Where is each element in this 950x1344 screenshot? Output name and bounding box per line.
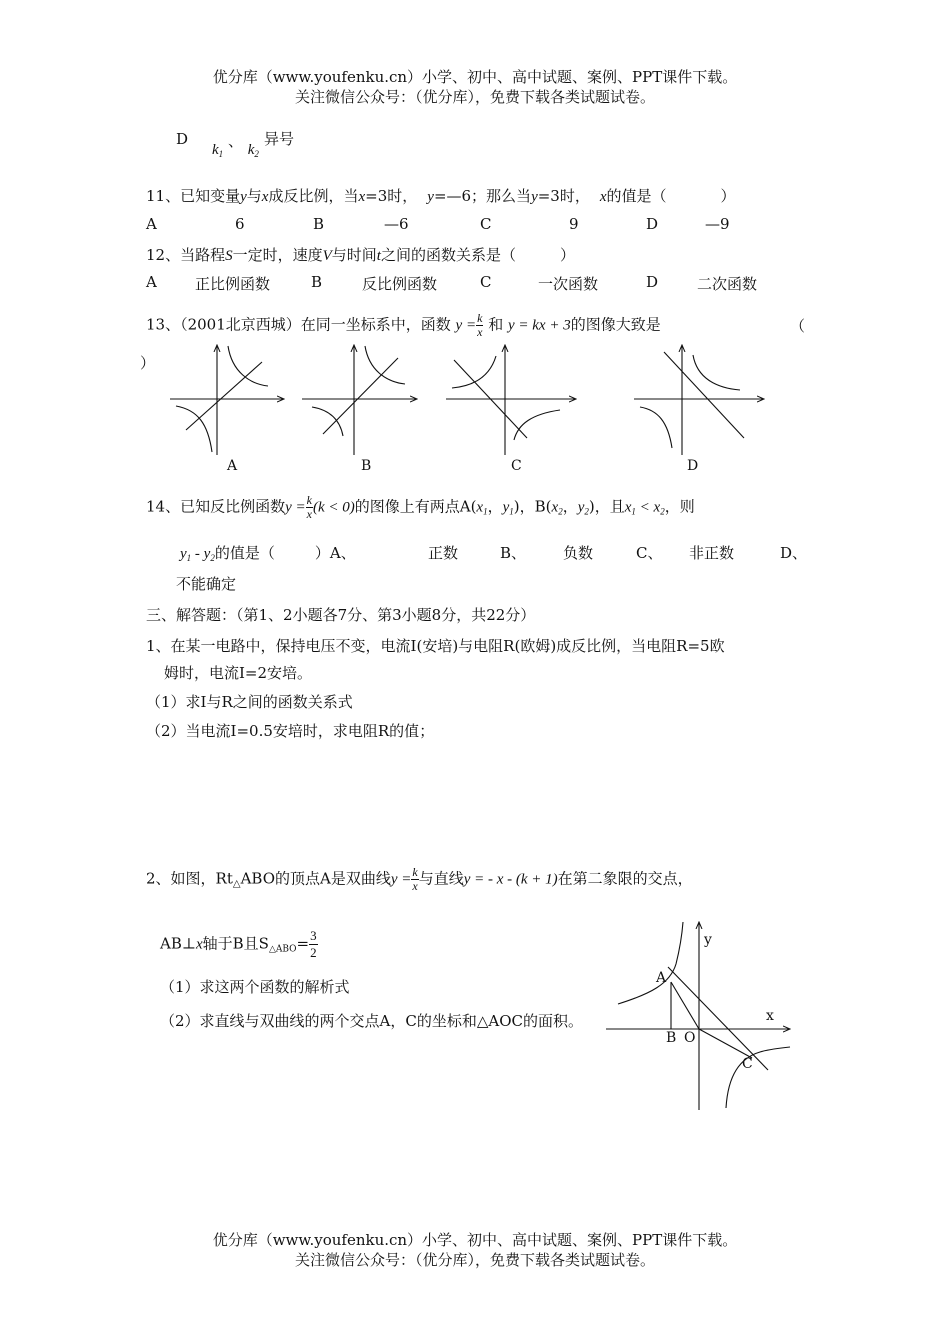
q14-f-lhs: y = [285,499,306,516]
p2-part2: （2）求直线与双曲线的两个交点A，C的坐标和△AOC的面积。 [160,1012,583,1030]
q10-k1-sub: 1 [218,149,224,159]
p2-fig-segment-oc [699,1029,752,1058]
p2-area-num: 3 [310,928,317,943]
q14-cmp-x1: x [624,499,632,516]
q11-stem-g: 的值是（ [606,187,667,205]
q12-opt-c-text: 一次函数 [538,275,599,293]
q14-opt-b-letter: B、 [500,544,527,562]
q14-cmp-x2: x [653,499,661,516]
p2-line2-x: x [195,936,203,953]
q14-last-line: 不能确定 [176,575,237,593]
p1-part1: （1）求I与R之间的函数关系式 [146,693,353,711]
q14-y2: y [577,499,585,516]
p1-line2: 姆时，电流I=2安培。 [164,664,313,682]
q13-graph-a-label: A [227,458,238,474]
q11-opt-d-letter: D [646,215,659,233]
q13-stem-b: 和 [488,315,504,334]
q14-stem-e: ，则 [664,497,695,516]
q14-diff-y1-sub: 1 [186,553,192,563]
q12-opt-d-letter: D [646,273,659,291]
q14-y1: y [502,499,510,516]
q11-stem-f: =3时， [537,187,590,205]
q12-opt-b-letter: B [311,273,323,291]
p2-stem-b: ABO的顶点A是双曲线 [240,869,391,888]
q13-f1-den: x [477,325,483,339]
q14-cmp-x2-sub: 2 [660,506,665,517]
p2-fig-line [668,967,768,1070]
footer-line-1: 优分库（www.youfenku.cn）小学、初中、高中试题、案例、PPT课件下载。 [212,1231,738,1249]
q11-var-y2: y [427,189,434,205]
p2-fig-label-c: C [742,1056,753,1072]
q11-opt-a-text: 6 [235,215,245,233]
p2-fig-label-a: A [656,970,667,986]
q14-stem-g: ） [314,544,330,562]
q11-opt-b-text: —6 [384,215,409,233]
q12-var-v: V [322,248,332,264]
q13-stem-a: 13、（2001北京西城）在同一坐标系中，函数 [146,315,451,334]
q14-diff-minus: - [191,546,204,562]
q14-f-den: x [306,507,312,521]
q13-f2: y = kx + 3 [507,317,571,334]
q11-stem-a: 11、已知变量 [146,187,241,205]
p2-f1-den: x [412,879,418,893]
p2-f2: y = - x - (k + 1) [463,871,558,888]
q11-opt-d-text: —9 [705,215,730,233]
q12-opt-b-text: 反比例函数 [362,275,438,293]
p2-fig-label-b: B [666,1030,677,1046]
q11-stem-h: ） [720,187,736,205]
p2-fig-label-y: y [704,932,712,948]
p2-area-den: 2 [310,945,317,960]
q12-var-s: S [225,248,233,264]
q14-x2-sub: 2 [558,506,563,517]
q11-stem-b: 与 [246,187,262,205]
p2-line2-eq: = [296,934,310,953]
q12-stem-b: 一定时，速度 [232,246,323,264]
q11-opt-b-letter: B [313,215,325,233]
q13-graph-c-label: C [511,458,522,474]
q10-k1: k [212,142,219,158]
q14-stem-c: )，B( [513,497,552,516]
p2-fig-label-o: O [684,1030,696,1046]
p2-stem-c: 与直线 [418,869,464,888]
q11-opt-c-text: 9 [569,215,579,233]
q14-diff-y2: y [203,546,211,562]
q14-comma1: ， [487,497,503,516]
q14-y1-sub: 1 [509,506,514,517]
q14-opt-b-text: 负数 [563,544,594,562]
q12-opt-a-letter: A [146,273,157,291]
p2-area-sub: △ABO [268,944,297,955]
q14-stem-a: 14、已知反比例函数 [146,497,286,516]
q11-stem-c: 成反比例，当 [268,187,359,205]
q13-f1-num: k [477,311,483,325]
p2-f1-num: k [412,865,418,879]
p2-stem-d: 在第二象限的交点， [557,869,693,888]
p2-fig-label-x: x [766,1008,774,1024]
q12-opt-d-text: 二次函数 [697,275,758,293]
p2-fig-hyperbola-q4 [726,1047,790,1108]
q10-k2-sub: 2 [254,149,259,159]
p2-stem-a: 2、如图，Rt [146,869,233,888]
q14-opt-c-letter: C、 [636,544,663,562]
q14-x2: x [551,499,559,516]
p2-line2-a: AB⊥ [160,934,196,953]
header-line-1: 优分库（www.youfenku.cn）小学、初中、高中试题、案例、PPT课件下载。 [212,68,738,86]
q10-option-d-letter: D [176,130,189,148]
q14-x1-sub: 1 [483,506,488,517]
section-3-title: 三、解答题：（第1、2小题各7分、第3小题8分，共22分） [146,606,536,624]
q12-stem-a: 12、当路程 [146,246,226,264]
q13-f1-lhs: y = [455,317,477,334]
q10-k2: k [247,142,255,158]
p2-f1-lhs: y = [390,871,412,888]
q14-opt-c-text: 非正数 [689,544,735,562]
q11-var-x3: x [599,189,607,205]
q14-stem-b: 的图像上有两点A( [354,497,477,516]
q12-stem-d: 之间的函数关系是（ [380,246,516,264]
p1-line1: 1、在某一电路中，保持电压不变，电流I(安培)与电阻R(欧姆)成反比例，当电阻R=5欧 [146,637,725,655]
q14-diff-y1: y [180,546,187,562]
q14-stem-d: )，且 [588,497,625,516]
q12-stem-c: 与时间 [331,246,377,264]
q14-comma2: ， [562,497,578,516]
q13-paren-open: （ [790,317,806,335]
q12-stem-e: ） [559,246,575,264]
q14-opt-a-letter: A、 [329,544,356,562]
q11-var-x2: x [358,189,366,205]
q14-cmp-lt: < [635,499,654,516]
q14-y2-sub: 2 [584,506,589,517]
p2-fig-hyperbola-q2 [618,922,683,1004]
q11-var-y: y [240,189,247,205]
q12-opt-c-letter: C [480,273,492,291]
q14-opt-a-text: 正数 [428,544,459,562]
p2-part1: （1）求这两个函数的解析式 [160,978,350,996]
q14-cmp-x1-sub: 1 [631,506,636,517]
q13-stem-c: 的图像大致是 [570,315,661,334]
q12-opt-a-text: 正比例函数 [195,275,271,293]
p2-fig-segment-oa [671,982,699,1029]
p2-line2-b: 轴于B且S [202,934,269,953]
footer-line-2: 关注微信公众号：（优分库），免费下载各类试题试卷。 [294,1251,655,1269]
p2-tri-sub: △ [232,878,241,890]
q11-var-y3: y [531,189,538,205]
q10-sep: 、 [227,132,243,150]
header-line-2: 关注微信公众号：（优分库），免费下载各类试题试卷。 [294,88,655,106]
q12-var-t: t [376,248,381,264]
q10-option-d-text: 异号 [264,130,295,148]
q14-f-num: k [306,493,312,507]
q14-stem-f: 的值是（ [214,544,275,562]
q13-graph-d-label: D [687,458,699,474]
q13-paren-close: ） [140,354,156,372]
q14-x1: x [476,499,484,516]
q11-opt-c-letter: C [480,215,492,233]
p1-part2: （2）当电流I=0.5安培时，求电阻R的值； [146,722,435,740]
q11-stem-e: =—6；那么当 [433,187,532,205]
q11-var-x: x [261,189,269,205]
q14-opt-d-letter: D、 [780,544,808,562]
q14-diff-y2-sub: 2 [210,553,215,563]
q11-stem-d: =3时， [365,187,418,205]
q11-opt-a-letter: A [146,215,157,233]
q13-graph-b-label: B [361,458,372,474]
q14-f-cond: (k < 0) [312,499,355,516]
